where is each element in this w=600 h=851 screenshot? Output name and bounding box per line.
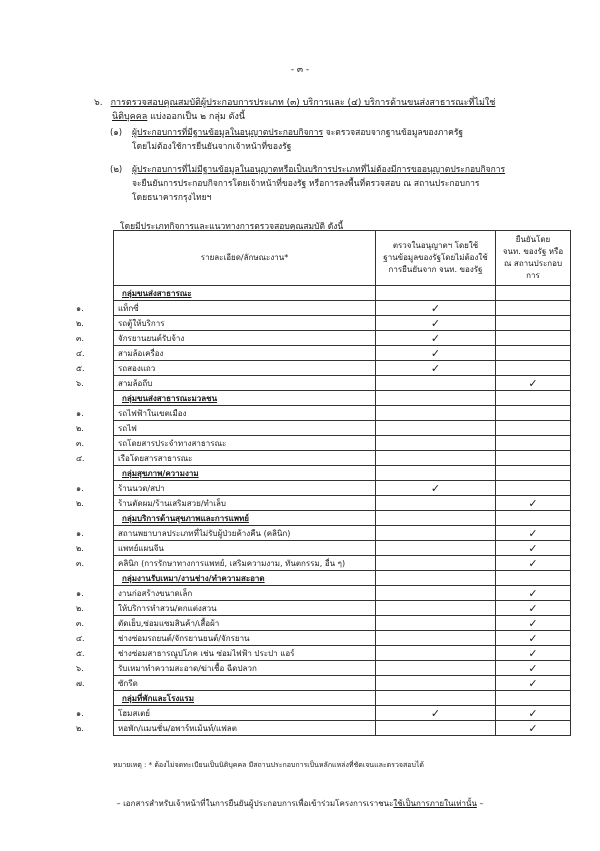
row-label: รถไฟฟ้าในเขตเมือง — [118, 408, 187, 418]
official-confirm-cell: ✓ — [496, 586, 571, 601]
database-check-cell: ✓ — [376, 481, 496, 496]
criteria-item-2-line2: จะยืนยันการประกอบกิจการโดยเจ้าหน้าที่ของรัฐ หรือการลงพื้นที่ตรวจสอบ ณ สถานประกอบการ — [132, 179, 480, 189]
row-label: หอพัก/แมนชั่น/อพาร์ทเม้นท์/แฟลต — [118, 723, 237, 733]
criteria-item-1-line2: โดยไม่ต้องใช้การยืนยันจากเจ้าหน้าที่ของรัฐ — [132, 142, 292, 152]
row-number: ๖. — [76, 664, 84, 673]
group-empty-cell — [376, 391, 496, 406]
row-detail — [76, 706, 376, 721]
row-number: ๒. — [76, 724, 84, 733]
row-detail — [76, 631, 376, 646]
group-row — [114, 511, 571, 526]
database-check-cell — [376, 541, 496, 556]
table-row — [114, 526, 571, 541]
database-check-cell — [376, 526, 496, 541]
table-row — [114, 646, 571, 661]
table-row — [114, 706, 571, 721]
row-detail — [76, 331, 376, 346]
row-number: ๑. — [76, 709, 84, 718]
row-number: ๑. — [76, 529, 84, 538]
group-row — [114, 571, 571, 586]
database-check-cell — [376, 586, 496, 601]
database-check-cell — [376, 451, 496, 466]
row-detail — [76, 646, 376, 661]
table-row — [114, 376, 571, 391]
official-confirm-cell: ✓ — [496, 646, 571, 661]
section-title: การตรวจสอบคุณสมบัติผู้ประกอบการประเภท (๓) บริการและ (๔) บริการด้านขนส่งสาธารณะที่ไม่ใช่ — [110, 98, 496, 108]
row-detail — [76, 346, 376, 361]
row-detail — [76, 496, 376, 511]
group-title: กลุ่มขนส่งสาธารณะ — [114, 286, 376, 301]
header-official-confirm — [496, 231, 571, 286]
row-label: รถโดยสารประจำทางสาธารณะ — [118, 438, 227, 448]
row-label: ซักรีด — [118, 678, 138, 688]
official-confirm-cell — [496, 346, 571, 361]
official-confirm-cell: ✓ — [496, 706, 571, 721]
row-number: ๗. — [76, 679, 85, 688]
group-title: กลุ่มขนส่งสาธารณะมวลชน — [114, 391, 376, 406]
database-check-cell — [376, 676, 496, 691]
row-detail — [76, 421, 376, 436]
group-title: กลุ่มงานรับเหมา/งานช่าง/ทำความสะอาด — [114, 571, 376, 586]
row-label: แท็กซี่ — [118, 303, 139, 313]
official-confirm-cell: ✓ — [496, 616, 571, 631]
row-number: ๑. — [76, 409, 84, 418]
bottom-note — [0, 797, 600, 810]
row-detail — [76, 721, 376, 736]
row-number: ๒. — [76, 499, 84, 508]
row-detail — [76, 451, 376, 466]
row-label: แพทย์แผนจีน — [118, 543, 164, 553]
row-number: ๔. — [76, 634, 85, 643]
table-row — [114, 481, 571, 496]
database-check-cell — [376, 496, 496, 511]
table-row — [114, 586, 571, 601]
group-row — [114, 286, 571, 301]
table-row — [114, 721, 571, 736]
group-row — [114, 391, 571, 406]
row-number: ๒. — [76, 424, 84, 433]
row-detail — [76, 616, 376, 631]
row-detail — [76, 556, 376, 571]
row-detail — [76, 586, 376, 601]
row-label: งานก่อสร้างขนาดเล็ก — [118, 588, 193, 598]
official-confirm-cell: ✓ — [496, 526, 571, 541]
database-check-cell — [376, 376, 496, 391]
official-confirm-cell: ✓ — [496, 676, 571, 691]
table-row — [114, 406, 571, 421]
criteria-item-2-underlined: ผู้ประกอบการที่ไม่มีฐานข้อมูลในอนุญาตหรือเป็นบริการประเภทที่ไม่ต้องมีการขออนุญาตประกอบกิจการ — [132, 165, 506, 175]
row-detail — [76, 676, 376, 691]
official-confirm-cell: ✓ — [496, 556, 571, 571]
row-detail — [76, 601, 376, 616]
section-title-underlined: นิติบุคคล — [112, 112, 148, 122]
official-confirm-cell — [496, 331, 571, 346]
criteria-item-1-underlined: ผู้ประกอบการที่มีฐานข้อมูลในอนุญาตประกอบกิจการ — [132, 128, 324, 138]
row-label: ให้บริการทำสวน/ตกแต่งสวน — [118, 603, 217, 613]
row-label: ร้านตัดผม/ร้านเสริมสวย/ทำเล็บ — [118, 498, 226, 508]
bottom-note-main: – เอกสารสำหรับเจ้าหน้าที่ในการยืนยันผู้ประกอบการเพื่อเข้าร่วมโครงการเราชนะ — [116, 799, 394, 808]
criteria-item-1-num: (๑) — [110, 128, 123, 138]
group-empty-cell — [376, 691, 496, 706]
database-check-cell — [376, 631, 496, 646]
header-col2-line3: การยืนยันจาก จนท. ของรัฐ — [388, 265, 483, 274]
official-confirm-cell — [496, 421, 571, 436]
database-check-cell — [376, 646, 496, 661]
row-detail — [76, 376, 376, 391]
section-number: ๖. — [94, 98, 103, 108]
table-header-row — [114, 231, 571, 286]
bottom-note-underlined: ใช้เป็นการภายในเท่านั้น — [393, 799, 477, 808]
row-label: โฮมสเตย์ — [118, 708, 150, 718]
footnote: หมายเหตุ : * ต้องไม่จดทะเบียนเป็นนิติบุคคล มีสถานประกอบการเป็นหลักแหล่งที่ชัดเจนและตรวจสอบได้ — [113, 761, 424, 769]
database-check-cell: ✓ — [376, 331, 496, 346]
database-check-cell: ✓ — [376, 346, 496, 361]
row-number: ๓. — [76, 619, 85, 628]
row-label: สามล้อเครื่อง — [118, 348, 164, 358]
database-check-cell — [376, 661, 496, 676]
row-detail — [76, 526, 376, 541]
row-number: ๖. — [76, 379, 84, 388]
table-row — [114, 601, 571, 616]
database-check-cell: ✓ — [376, 301, 496, 316]
database-check-cell: ✓ — [376, 706, 496, 721]
row-number: ๓. — [76, 334, 85, 343]
table-row — [114, 316, 571, 331]
row-label: เรือโดยสารสาธารณะ — [118, 453, 193, 463]
group-empty-cell — [376, 571, 496, 586]
row-label: ตัดเย็บ,ซ่อมแซมสินค้า/เสื้อผ้า — [118, 618, 220, 628]
table-row — [114, 361, 571, 376]
group-empty-cell — [496, 391, 571, 406]
row-label: สถานพยาบาลประเภทที่ไม่รับผู้ป่วยค้างคืน (คลินิก) — [118, 528, 291, 538]
row-number: ๕. — [76, 364, 85, 373]
row-label: รับเหมาทำความสะอาด/ฆ่าเชื้อ ฉีดปลวก — [118, 663, 257, 673]
official-confirm-cell: ✓ — [496, 496, 571, 511]
table-row — [114, 436, 571, 451]
row-number: ๒. — [76, 544, 84, 553]
criteria-item-2 — [110, 163, 570, 205]
criteria-item-2-num: (๒) — [110, 165, 123, 175]
row-number: ๒. — [76, 604, 84, 613]
database-check-cell — [376, 616, 496, 631]
row-label: รถสองแถว — [118, 363, 156, 373]
bottom-note-end: – — [476, 799, 484, 808]
row-detail — [76, 436, 376, 451]
row-detail — [76, 661, 376, 676]
row-label: ร้านนวด/สปา — [118, 483, 165, 493]
official-confirm-cell: ✓ — [496, 631, 571, 646]
criteria-item-1-rest: จะตรวจสอบจากฐานข้อมูลของภาครัฐ — [323, 128, 464, 138]
row-number: ๓. — [76, 559, 85, 568]
table-row — [114, 541, 571, 556]
group-title: กลุ่มสุขภาพ/ความงาม — [114, 466, 376, 481]
official-confirm-cell: ✓ — [496, 661, 571, 676]
group-row — [114, 691, 571, 706]
header-col3-line2: จนท. ของรัฐ หรือ — [502, 247, 564, 256]
row-detail — [76, 481, 376, 496]
header-col2-line2: ฐานข้อมูลของรัฐโดยไม่ต้องใช้ — [383, 253, 488, 262]
row-number: ๕. — [76, 649, 85, 658]
header-col2-line1: ตรวจในอนุญาตฯ โดยใช้ — [392, 241, 479, 250]
page-number: - ๓ - — [290, 65, 310, 75]
row-label: คลินิก (การรักษาทางการแพทย์, เสริมความงาม, ทันตกรรม, อื่น ๆ) — [118, 558, 346, 568]
database-check-cell — [376, 721, 496, 736]
table-row — [114, 556, 571, 571]
group-row — [114, 466, 571, 481]
database-check-cell: ✓ — [376, 316, 496, 331]
row-number: ๔. — [76, 454, 85, 463]
header-database-check — [376, 231, 496, 286]
table-row — [114, 496, 571, 511]
database-check-cell — [376, 421, 496, 436]
business-type-table — [76, 230, 571, 736]
row-detail — [76, 316, 376, 331]
table-row — [114, 301, 571, 316]
table-row — [114, 346, 571, 361]
section-intro — [94, 96, 564, 124]
database-check-cell — [376, 556, 496, 571]
official-confirm-cell — [496, 301, 571, 316]
header-detail: รายละเอียด/ลักษณะงาน* — [114, 231, 376, 286]
header-col3-line1: ยืนยันโดย — [515, 235, 551, 244]
official-confirm-cell: ✓ — [496, 601, 571, 616]
row-label: ช่างซ่อมรถยนต์/จักรยานยนต์/จักรยาน — [118, 633, 250, 643]
group-title: กลุ่มบริการด้านสุขภาพและการแพทย์ — [114, 511, 376, 526]
row-detail — [76, 541, 376, 556]
table-row — [114, 661, 571, 676]
table-row — [114, 421, 571, 436]
group-empty-cell — [496, 691, 571, 706]
group-empty-cell — [376, 286, 496, 301]
row-label: รถไฟ — [118, 423, 137, 433]
group-empty-cell — [496, 466, 571, 481]
database-check-cell — [376, 406, 496, 421]
row-label: รถตู้ให้บริการ — [118, 318, 165, 328]
database-check-cell: ✓ — [376, 361, 496, 376]
row-detail — [76, 406, 376, 421]
row-number: ๑. — [76, 304, 84, 313]
row-detail — [76, 301, 376, 316]
official-confirm-cell — [496, 451, 571, 466]
row-number: ๑. — [76, 589, 84, 598]
official-confirm-cell: ✓ — [496, 721, 571, 736]
official-confirm-cell: ✓ — [496, 541, 571, 556]
table-row — [114, 451, 571, 466]
row-number: ๑. — [76, 484, 84, 493]
official-confirm-cell: ✓ — [496, 376, 571, 391]
group-empty-cell — [496, 571, 571, 586]
row-label: จักรยานยนต์รับจ้าง — [118, 333, 185, 343]
database-check-cell — [376, 436, 496, 451]
row-number: ๔. — [76, 349, 85, 358]
group-title: กลุ่มที่พักและโรงแรม — [114, 691, 376, 706]
group-empty-cell — [376, 511, 496, 526]
table-row — [114, 616, 571, 631]
section-title-rest: แบ่งออกเป็น ๒ กลุ่ม ดังนี้ — [147, 112, 246, 122]
criteria-item-1 — [110, 126, 570, 154]
header-col3-line3: ณ สถานประกอบการ — [503, 259, 563, 280]
official-confirm-cell — [496, 316, 571, 331]
criteria-item-2-line3: โดยธนาคารกรุงไทยฯ — [132, 193, 212, 203]
official-confirm-cell — [496, 481, 571, 496]
table-row — [114, 631, 571, 646]
row-number: ๓. — [76, 439, 85, 448]
row-label: ช่างซ่อมสาธารณูปโภค เช่น ซ่อมไฟฟ้า ประปา แอร์ — [118, 648, 295, 658]
database-check-cell — [376, 601, 496, 616]
row-detail — [76, 361, 376, 376]
table-row — [114, 676, 571, 691]
section-title-line1 — [94, 96, 564, 110]
table-row — [114, 331, 571, 346]
group-empty-cell — [376, 466, 496, 481]
group-empty-cell — [496, 286, 571, 301]
official-confirm-cell — [496, 361, 571, 376]
section-title-line2 — [112, 110, 564, 124]
group-empty-cell — [496, 511, 571, 526]
official-confirm-cell — [496, 406, 571, 421]
table-lead-text: โดยมีประเภทกิจการและแนวทางการตรวจสอบคุณสมบัติ ดังนี้ — [120, 222, 344, 232]
row-label: สามล้อถีบ — [118, 378, 153, 388]
row-number: ๒. — [76, 319, 84, 328]
official-confirm-cell — [496, 436, 571, 451]
